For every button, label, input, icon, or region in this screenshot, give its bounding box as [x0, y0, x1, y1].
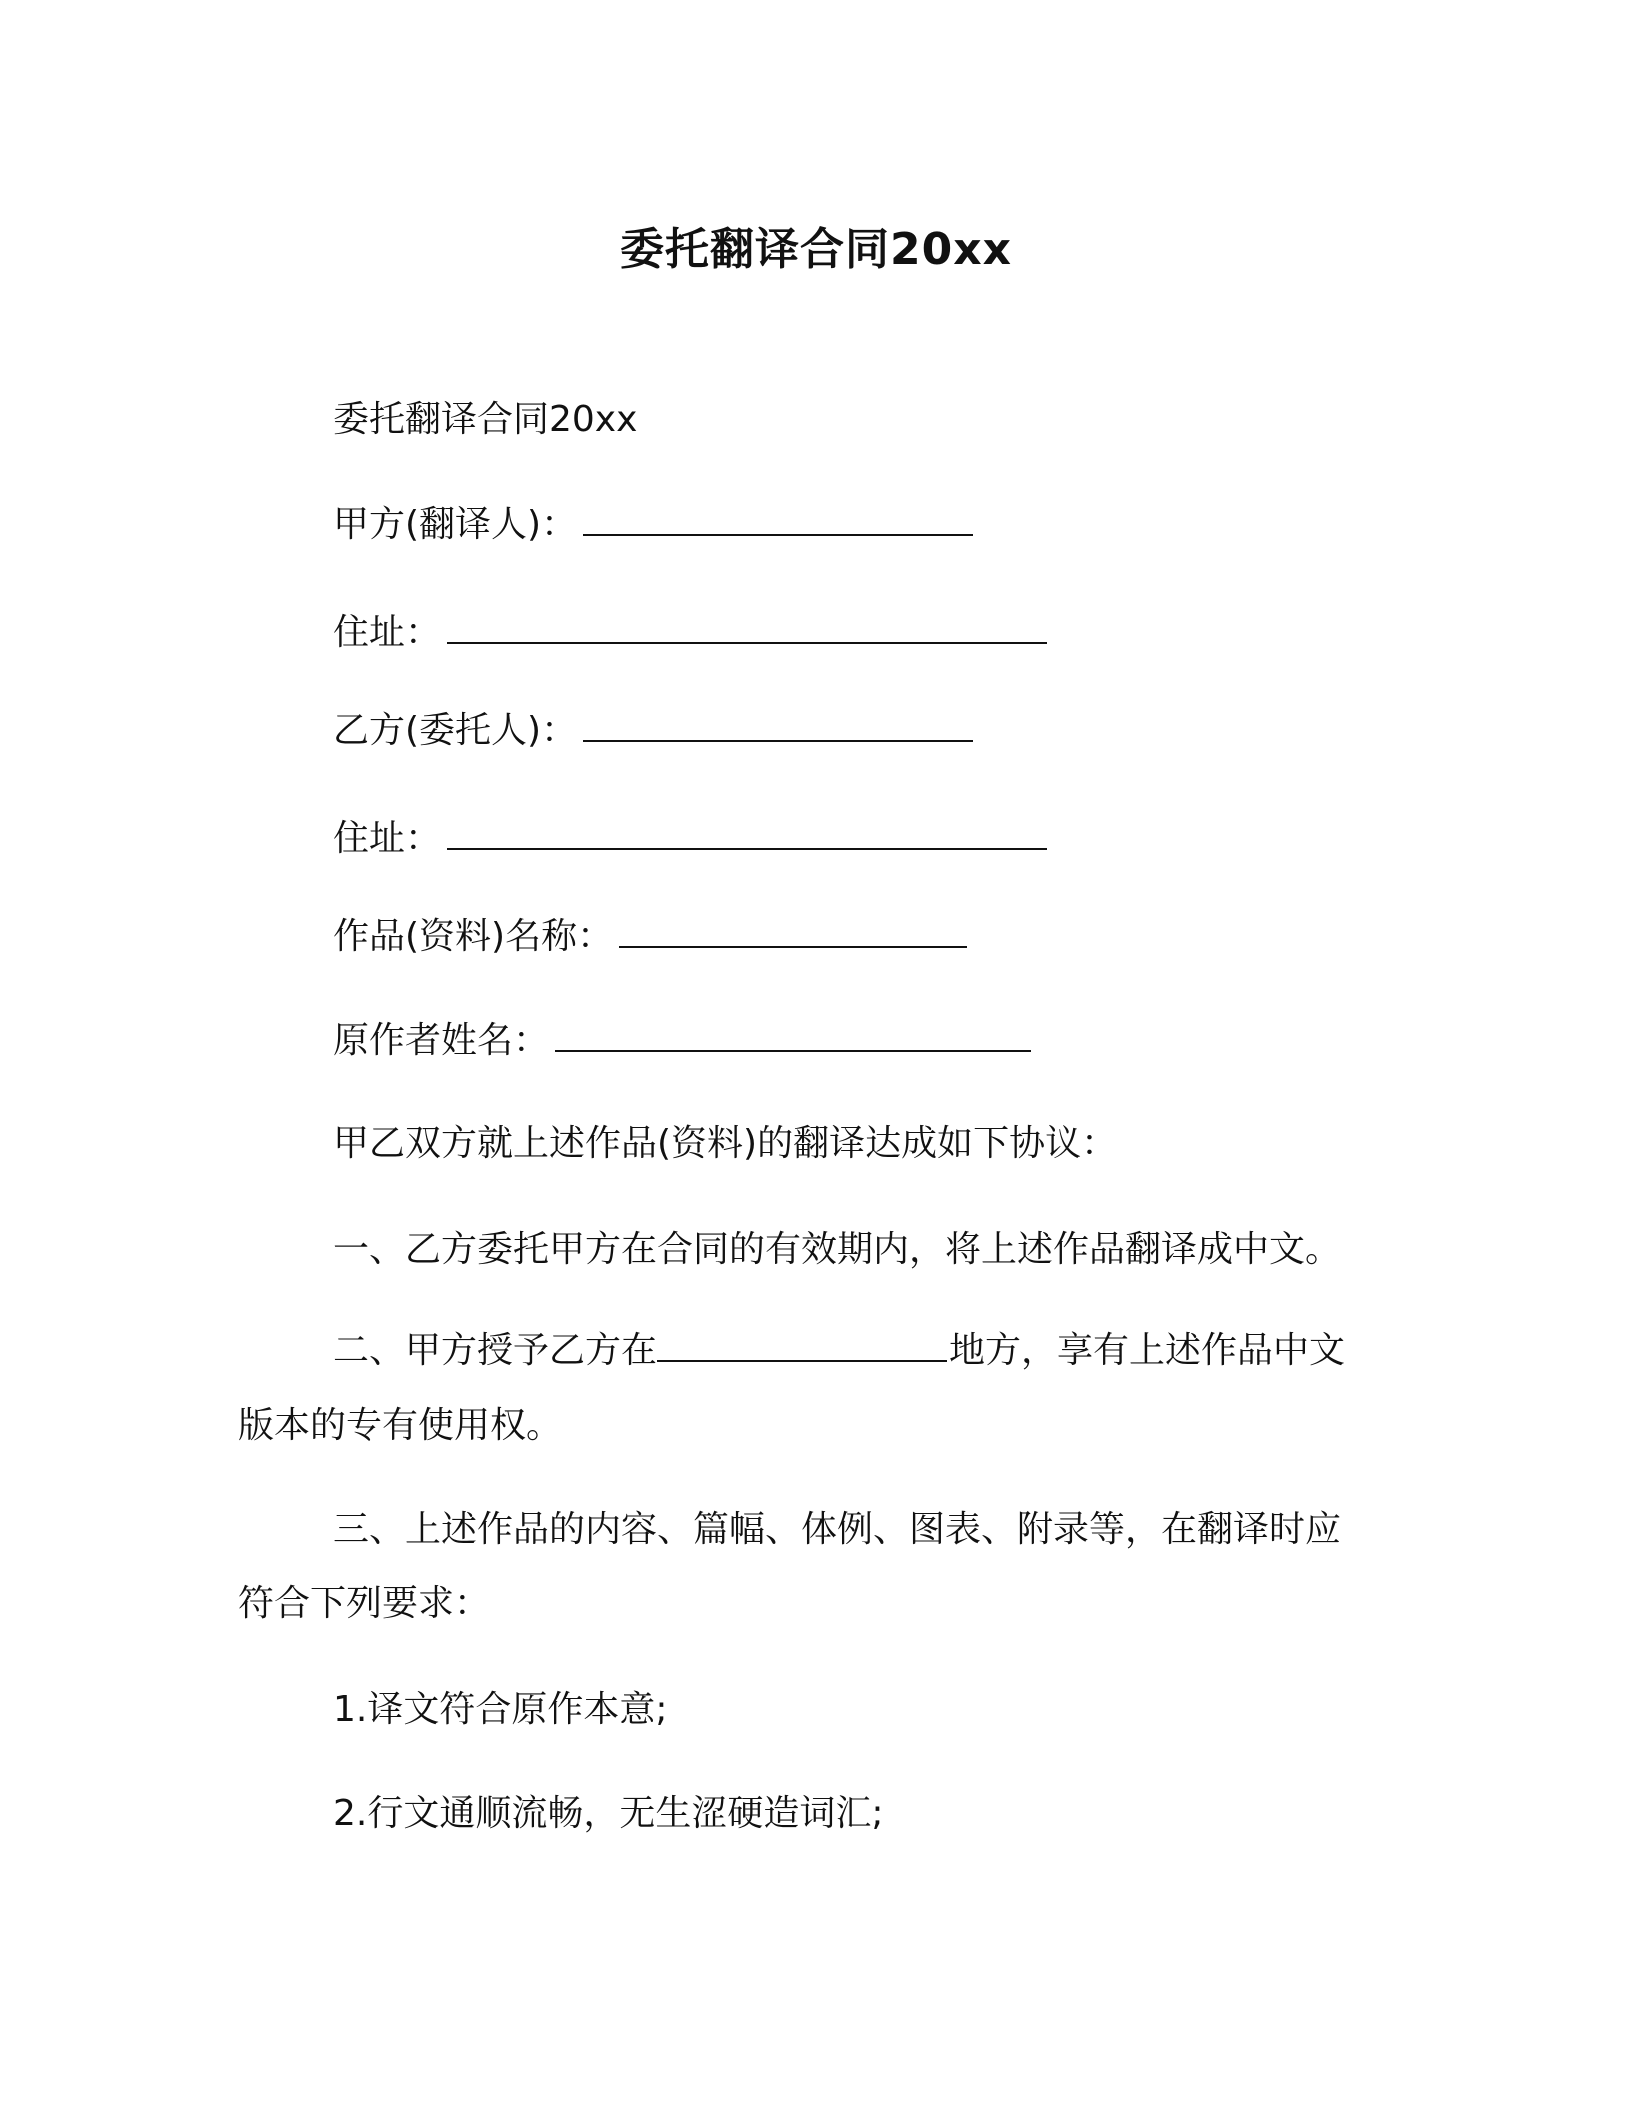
field-party-a	[333, 500, 973, 549]
clause-3-line2: 符合下列要求：	[238, 1583, 491, 1624]
field-party-b	[333, 706, 973, 755]
clause-2	[333, 1326, 1345, 1375]
field-party-b-label: 乙方(委托人)：	[333, 710, 578, 751]
field-party-a-label: 甲方(翻译人)：	[333, 504, 578, 545]
requirement-1: 1.译文符合原作本意;	[333, 1689, 668, 1730]
clause-1: 一、乙方委托甲方在合同的有效期内，将上述作品翻译成中文。	[333, 1229, 1342, 1270]
document-title: 委托翻译合同20xx	[620, 224, 1012, 275]
clause-2-blank	[657, 1326, 947, 1362]
requirement-2: 2.行文通顺流畅，无生涩硬造词汇;	[333, 1793, 884, 1834]
clause-3-line1: 三、上述作品的内容、篇幅、体例、图表、附录等，在翻译时应	[333, 1509, 1342, 1550]
field-work-name-blank	[619, 912, 967, 948]
field-party-a-address-label: 住址：	[333, 612, 442, 653]
field-party-a-address	[333, 608, 1047, 657]
agreement-intro: 甲乙双方就上述作品(资料)的翻译达成如下协议：	[333, 1123, 1118, 1164]
clause-2-part1: 二、甲方授予乙方在	[333, 1330, 658, 1371]
document-subtitle: 委托翻译合同20xx	[333, 399, 638, 440]
clause-2-part2: 地方，享有上述作品中文	[949, 1330, 1346, 1371]
clause-2-line2: 版本的专有使用权。	[238, 1405, 563, 1446]
field-party-b-address	[333, 814, 1047, 863]
field-original-author-label: 原作者姓名：	[333, 1020, 550, 1061]
field-party-a-blank	[583, 500, 973, 536]
field-party-b-address-blank	[447, 814, 1047, 850]
field-original-author-blank	[555, 1016, 1031, 1052]
field-party-b-blank	[583, 706, 973, 742]
field-work-name	[333, 912, 967, 961]
field-party-a-address-blank	[447, 608, 1047, 644]
field-work-name-label: 作品(资料)名称：	[333, 916, 614, 957]
field-original-author	[333, 1016, 1031, 1065]
field-party-b-address-label: 住址：	[333, 818, 442, 859]
